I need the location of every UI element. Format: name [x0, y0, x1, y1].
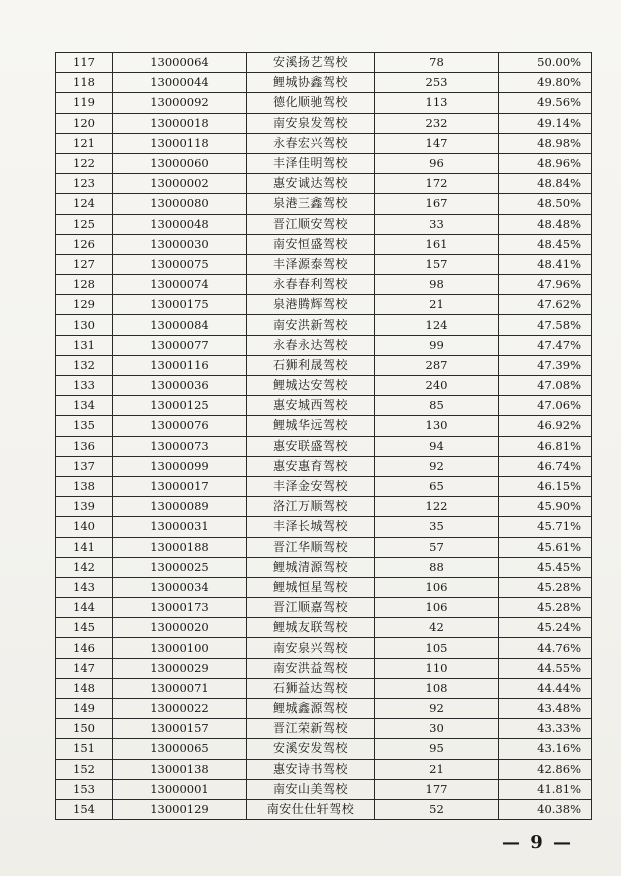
- pass-rate-cell: 48.98%: [499, 133, 592, 153]
- exam-count-cell: 78: [375, 53, 499, 73]
- table-row: [56, 376, 592, 396]
- table-row: [56, 214, 592, 234]
- school-name-cell: 泉港腾辉驾校: [247, 295, 375, 315]
- table-row: [56, 194, 592, 214]
- school-name-cell: 丰泽佳明驾校: [247, 153, 375, 173]
- school-name-cell: 惠安诗书驾校: [247, 759, 375, 779]
- table-row: [56, 618, 592, 638]
- school-name-cell: 丰泽长城驾校: [247, 517, 375, 537]
- pass-rate-cell: 46.15%: [499, 476, 592, 496]
- rank-cell: 146: [56, 638, 113, 658]
- school-name-cell: 南安恒盛驾校: [247, 234, 375, 254]
- pass-rate-cell: 46.81%: [499, 436, 592, 456]
- exam-count-cell: 105: [375, 638, 499, 658]
- rank-cell: 128: [56, 275, 113, 295]
- rank-cell: 117: [56, 53, 113, 73]
- school-code-cell: 13000089: [113, 497, 247, 517]
- school-code-cell: 13000025: [113, 557, 247, 577]
- school-code-cell: 13000100: [113, 638, 247, 658]
- exam-count-cell: 92: [375, 699, 499, 719]
- table-row: [56, 436, 592, 456]
- exam-count-cell: 92: [375, 456, 499, 476]
- school-code-cell: 13000031: [113, 517, 247, 537]
- rank-cell: 126: [56, 234, 113, 254]
- pass-rate-cell: 46.74%: [499, 456, 592, 476]
- rank-cell: 138: [56, 476, 113, 496]
- rank-cell: 151: [56, 739, 113, 759]
- school-name-cell: 洛江万顺驾校: [247, 497, 375, 517]
- pass-rate-cell: 45.45%: [499, 557, 592, 577]
- pass-rate-cell: 48.50%: [499, 194, 592, 214]
- school-name-cell: 石狮益达驾校: [247, 678, 375, 698]
- school-name-cell: 石狮利晟驾校: [247, 355, 375, 375]
- rank-cell: 123: [56, 174, 113, 194]
- table-row: [56, 658, 592, 678]
- school-name-cell: 惠安联盛驾校: [247, 436, 375, 456]
- rank-cell: 130: [56, 315, 113, 335]
- school-code-cell: 13000030: [113, 234, 247, 254]
- exam-count-cell: 21: [375, 295, 499, 315]
- school-code-cell: 13000080: [113, 194, 247, 214]
- table-row: [56, 638, 592, 658]
- rank-cell: 150: [56, 719, 113, 739]
- table-row: [56, 113, 592, 133]
- rank-cell: 153: [56, 779, 113, 799]
- rank-cell: 142: [56, 557, 113, 577]
- school-name-cell: 安溪安发驾校: [247, 739, 375, 759]
- school-name-cell: 鲤城友联驾校: [247, 618, 375, 638]
- school-name-cell: 泉港三鑫驾校: [247, 194, 375, 214]
- exam-count-cell: 65: [375, 476, 499, 496]
- table-row: [56, 739, 592, 759]
- table-row: [56, 133, 592, 153]
- pass-rate-cell: 44.55%: [499, 658, 592, 678]
- school-name-cell: 鲤城协鑫驾校: [247, 73, 375, 93]
- school-code-cell: 13000073: [113, 436, 247, 456]
- school-code-cell: 13000036: [113, 376, 247, 396]
- exam-count-cell: 108: [375, 678, 499, 698]
- pass-rate-cell: 43.48%: [499, 699, 592, 719]
- school-name-cell: 丰泽金安驾校: [247, 476, 375, 496]
- school-name-cell: 德化顺驰驾校: [247, 93, 375, 113]
- exam-count-cell: 287: [375, 355, 499, 375]
- school-name-cell: 安溪扬艺驾校: [247, 53, 375, 73]
- rank-cell: 134: [56, 396, 113, 416]
- rank-cell: 124: [56, 194, 113, 214]
- pass-rate-cell: 45.90%: [499, 497, 592, 517]
- school-code-cell: 13000099: [113, 456, 247, 476]
- pass-rate-cell: 47.62%: [499, 295, 592, 315]
- school-name-cell: 南安仕仕轩驾校: [247, 799, 375, 819]
- rank-cell: 119: [56, 93, 113, 113]
- school-name-cell: 南安泉发驾校: [247, 113, 375, 133]
- exam-count-cell: 85: [375, 396, 499, 416]
- table-row: [56, 295, 592, 315]
- rank-cell: 133: [56, 376, 113, 396]
- school-code-cell: 13000017: [113, 476, 247, 496]
- exam-count-cell: 21: [375, 759, 499, 779]
- rank-cell: 121: [56, 133, 113, 153]
- school-code-cell: 13000002: [113, 174, 247, 194]
- pass-rate-cell: 50.00%: [499, 53, 592, 73]
- table-row: [56, 476, 592, 496]
- table-row: [56, 577, 592, 597]
- school-code-cell: 13000175: [113, 295, 247, 315]
- exam-count-cell: 88: [375, 557, 499, 577]
- exam-count-cell: 30: [375, 719, 499, 739]
- table-row: [56, 73, 592, 93]
- pass-rate-cell: 45.71%: [499, 517, 592, 537]
- school-name-cell: 南安洪益驾校: [247, 658, 375, 678]
- rank-cell: 135: [56, 416, 113, 436]
- exam-count-cell: 177: [375, 779, 499, 799]
- school-name-cell: 南安泉兴驾校: [247, 638, 375, 658]
- exam-count-cell: 95: [375, 739, 499, 759]
- pass-rate-cell: 48.48%: [499, 214, 592, 234]
- table-row: [56, 497, 592, 517]
- pass-rate-cell: 43.16%: [499, 739, 592, 759]
- school-code-cell: 13000129: [113, 799, 247, 819]
- pass-rate-cell: 45.28%: [499, 577, 592, 597]
- rank-cell: 122: [56, 153, 113, 173]
- pass-rate-cell: 47.39%: [499, 355, 592, 375]
- pass-rate-cell: 45.28%: [499, 598, 592, 618]
- exam-count-cell: 232: [375, 113, 499, 133]
- table-row: [56, 53, 592, 73]
- school-name-cell: 鲤城清源驾校: [247, 557, 375, 577]
- table-row: [56, 254, 592, 274]
- school-name-cell: 惠安城西驾校: [247, 396, 375, 416]
- school-name-cell: 鲤城华远驾校: [247, 416, 375, 436]
- exam-count-cell: 99: [375, 335, 499, 355]
- school-code-cell: 13000034: [113, 577, 247, 597]
- pass-rate-cell: 47.58%: [499, 315, 592, 335]
- exam-count-cell: 253: [375, 73, 499, 93]
- table-row: [56, 456, 592, 476]
- pass-rate-cell: 41.81%: [499, 779, 592, 799]
- exam-count-cell: 157: [375, 254, 499, 274]
- table-row: [56, 153, 592, 173]
- rank-cell: 131: [56, 335, 113, 355]
- school-code-cell: 13000188: [113, 537, 247, 557]
- exam-count-cell: 113: [375, 93, 499, 113]
- table-row: [56, 396, 592, 416]
- rank-cell: 149: [56, 699, 113, 719]
- pass-rate-cell: 43.33%: [499, 719, 592, 739]
- school-ranking-table: [55, 52, 592, 820]
- rank-cell: 147: [56, 658, 113, 678]
- school-code-cell: 13000076: [113, 416, 247, 436]
- pass-rate-cell: 49.80%: [499, 73, 592, 93]
- school-code-cell: 13000022: [113, 699, 247, 719]
- rank-cell: 148: [56, 678, 113, 698]
- pass-rate-cell: 49.56%: [499, 93, 592, 113]
- school-name-cell: 惠安惠育驾校: [247, 456, 375, 476]
- school-name-cell: 晋江顺安驾校: [247, 214, 375, 234]
- table-row: [56, 779, 592, 799]
- exam-count-cell: 42: [375, 618, 499, 638]
- rank-cell: 127: [56, 254, 113, 274]
- table-row: [56, 335, 592, 355]
- exam-count-cell: 35: [375, 517, 499, 537]
- exam-count-cell: 33: [375, 214, 499, 234]
- table-row: [56, 174, 592, 194]
- table-body: [56, 53, 592, 820]
- pass-rate-cell: 46.92%: [499, 416, 592, 436]
- school-code-cell: 13000125: [113, 396, 247, 416]
- rank-cell: 139: [56, 497, 113, 517]
- school-name-cell: 丰泽源泰驾校: [247, 254, 375, 274]
- table-row: [56, 719, 592, 739]
- exam-count-cell: 106: [375, 598, 499, 618]
- rank-cell: 129: [56, 295, 113, 315]
- pass-rate-cell: 48.45%: [499, 234, 592, 254]
- table-row: [56, 416, 592, 436]
- exam-count-cell: 240: [375, 376, 499, 396]
- school-name-cell: 晋江顺嘉驾校: [247, 598, 375, 618]
- rank-cell: 136: [56, 436, 113, 456]
- exam-count-cell: 94: [375, 436, 499, 456]
- exam-count-cell: 52: [375, 799, 499, 819]
- exam-count-cell: 106: [375, 577, 499, 597]
- table-row: [56, 678, 592, 698]
- pass-rate-cell: 44.76%: [499, 638, 592, 658]
- table-row: [56, 93, 592, 113]
- school-code-cell: 13000029: [113, 658, 247, 678]
- pass-rate-cell: 48.41%: [499, 254, 592, 274]
- pass-rate-cell: 48.84%: [499, 174, 592, 194]
- school-name-cell: 晋江荣新驾校: [247, 719, 375, 739]
- school-code-cell: 13000001: [113, 779, 247, 799]
- school-name-cell: 惠安诚达驾校: [247, 174, 375, 194]
- table-row: [56, 275, 592, 295]
- school-name-cell: 鲤城鑫源驾校: [247, 699, 375, 719]
- school-name-cell: 永春春利驾校: [247, 275, 375, 295]
- school-code-cell: 13000173: [113, 598, 247, 618]
- table-row: [56, 234, 592, 254]
- rank-cell: 144: [56, 598, 113, 618]
- exam-count-cell: 122: [375, 497, 499, 517]
- school-code-cell: 13000071: [113, 678, 247, 698]
- pass-rate-cell: 45.24%: [499, 618, 592, 638]
- school-code-cell: 13000060: [113, 153, 247, 173]
- pass-rate-cell: 47.08%: [499, 376, 592, 396]
- school-code-cell: 13000064: [113, 53, 247, 73]
- school-code-cell: 13000044: [113, 73, 247, 93]
- pass-rate-cell: 45.61%: [499, 537, 592, 557]
- rank-cell: 154: [56, 799, 113, 819]
- rank-cell: 125: [56, 214, 113, 234]
- pass-rate-cell: 47.96%: [499, 275, 592, 295]
- pass-rate-cell: 47.47%: [499, 335, 592, 355]
- school-code-cell: 13000074: [113, 275, 247, 295]
- exam-count-cell: 96: [375, 153, 499, 173]
- school-name-cell: 鲤城达安驾校: [247, 376, 375, 396]
- table-row: [56, 517, 592, 537]
- school-code-cell: 13000020: [113, 618, 247, 638]
- table-row: [56, 759, 592, 779]
- school-name-cell: 南安洪新驾校: [247, 315, 375, 335]
- exam-count-cell: 57: [375, 537, 499, 557]
- exam-count-cell: 161: [375, 234, 499, 254]
- table-row: [56, 799, 592, 819]
- exam-count-cell: 167: [375, 194, 499, 214]
- school-code-cell: 13000116: [113, 355, 247, 375]
- rank-cell: 132: [56, 355, 113, 375]
- table-row: [56, 557, 592, 577]
- school-code-cell: 13000077: [113, 335, 247, 355]
- page-number: — 9 —: [501, 832, 573, 853]
- school-name-cell: 南安山美驾校: [247, 779, 375, 799]
- exam-count-cell: 98: [375, 275, 499, 295]
- rank-cell: 137: [56, 456, 113, 476]
- pass-rate-cell: 44.44%: [499, 678, 592, 698]
- school-name-cell: 永春永达驾校: [247, 335, 375, 355]
- rank-cell: 140: [56, 517, 113, 537]
- school-code-cell: 13000084: [113, 315, 247, 335]
- pass-rate-cell: 47.06%: [499, 396, 592, 416]
- rank-cell: 143: [56, 577, 113, 597]
- school-code-cell: 13000018: [113, 113, 247, 133]
- pass-rate-cell: 48.96%: [499, 153, 592, 173]
- school-code-cell: 13000075: [113, 254, 247, 274]
- school-code-cell: 13000157: [113, 719, 247, 739]
- exam-count-cell: 172: [375, 174, 499, 194]
- rank-cell: 145: [56, 618, 113, 638]
- school-code-cell: 13000065: [113, 739, 247, 759]
- exam-count-cell: 130: [375, 416, 499, 436]
- table-row: [56, 598, 592, 618]
- pass-rate-cell: 49.14%: [499, 113, 592, 133]
- pass-rate-cell: 40.38%: [499, 799, 592, 819]
- school-code-cell: 13000118: [113, 133, 247, 153]
- exam-count-cell: 110: [375, 658, 499, 678]
- pass-rate-cell: 42.86%: [499, 759, 592, 779]
- rank-cell: 152: [56, 759, 113, 779]
- rank-cell: 141: [56, 537, 113, 557]
- school-name-cell: 晋江华顺驾校: [247, 537, 375, 557]
- school-code-cell: 13000138: [113, 759, 247, 779]
- school-code-cell: 13000092: [113, 93, 247, 113]
- exam-count-cell: 147: [375, 133, 499, 153]
- exam-count-cell: 124: [375, 315, 499, 335]
- rank-cell: 118: [56, 73, 113, 93]
- table-row: [56, 537, 592, 557]
- table-row: [56, 699, 592, 719]
- school-name-cell: 永春宏兴驾校: [247, 133, 375, 153]
- school-name-cell: 鲤城恒星驾校: [247, 577, 375, 597]
- table-row: [56, 355, 592, 375]
- school-code-cell: 13000048: [113, 214, 247, 234]
- table-row: [56, 315, 592, 335]
- rank-cell: 120: [56, 113, 113, 133]
